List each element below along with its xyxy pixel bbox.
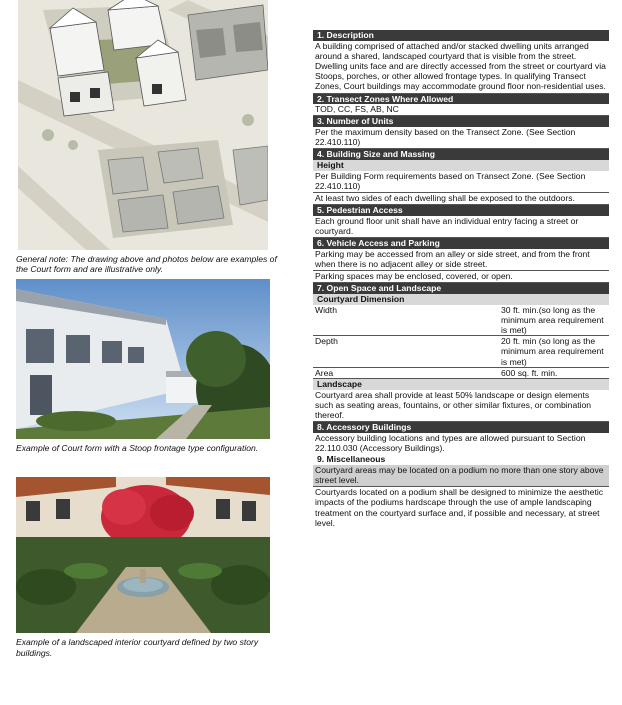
section-5-text: Each ground floor unit shall have an individual entry facing a street or courtyard. xyxy=(313,216,609,238)
section-9-header: 9. Miscellaneous xyxy=(317,454,386,465)
courtyard-photo-svg xyxy=(16,477,270,633)
section-1-text: A building comprised of attached and/or stacked dwelling units arranged around a shared, landscaped courtyard that is visible from the street. Dwelling units face and are directly accessed from the street or courtyard via Stoops, porches, or other allowed frontage types. In qualifying Transect Zones, Court buildings may accommodate ground floor non-residential uses. xyxy=(313,41,609,94)
dimension-value: 30 ft. min.(so long as the minimum area requirement is met) xyxy=(501,304,604,335)
section-9-text-1: Courtyard areas may be located on a podium no more than one story above street level. xyxy=(313,465,609,487)
section-8-text: Accessory building locations and types are allowed pursuant to Section 22.110.030 (Accessory Buildings). xyxy=(315,432,586,454)
dimension-label: Width xyxy=(315,304,337,315)
section-6-text-2: Parking spaces may be enclosed, covered, or open. xyxy=(313,271,609,283)
section-4-header: 4. Building Size and Massing xyxy=(313,149,609,160)
section-2-text: TOD, CC, FS, AB, NC xyxy=(313,104,609,116)
dimension-label: Depth xyxy=(315,336,338,347)
section-9-text-2: Courtyards located on a podium shall be designed to minimize the aesthetic impacts of the podiums hardscape through the use of ample landscaping treatment on the courtyard surface and, if possible and necessary, at street level. xyxy=(315,487,604,528)
section-7-text: Courtyard area shall provide at least 50% landscape or design elements such as seating areas, fountains, or other similar fixtures, or combination thereof. xyxy=(313,390,609,423)
axonometric-svg xyxy=(18,0,268,250)
section-3-header: 3. Number of Units xyxy=(313,116,609,127)
dimension-value: 600 sq. ft. min. xyxy=(501,367,558,378)
general-note: General note: The drawing above and photos below are examples of the Court form and are illustrative only. xyxy=(16,254,277,275)
section-6-header: 6. Vehicle Access and Parking xyxy=(313,238,609,249)
section-6-text-1: Parking may be accessed from an alley or side street, and from the front when there is no adjacent alley or side street. xyxy=(313,249,609,271)
section-1-header: 1. Description xyxy=(313,30,609,41)
height-subheader: Height xyxy=(313,160,609,171)
dimension-row xyxy=(313,336,609,368)
left-column xyxy=(16,0,278,658)
court-stoop-photo xyxy=(16,279,270,439)
section-3-text: Per the maximum density based on the Transect Zone. (See Section 22.410.110) xyxy=(313,127,609,149)
courtyard-photo xyxy=(16,477,270,633)
section-5-header: 5. Pedestrian Access xyxy=(313,205,609,216)
dimension-row xyxy=(313,305,609,337)
courtyard-dimension-subheader: Courtyard Dimension xyxy=(313,294,609,305)
dimension-value: 20 ft. min (so long as the minimum area requirement is met) xyxy=(501,336,604,367)
section-4-text-1: Per Building Form requirements based on Transect Zone. (See Section 22.410.110) xyxy=(313,171,609,193)
section-7-header: 7. Open Space and Landscape xyxy=(313,283,609,294)
standards-table xyxy=(313,30,609,529)
dimension-label: Area xyxy=(315,367,334,378)
caption-courtyard: Example of a landscaped interior courtyard defined by two story buildings. xyxy=(16,637,259,658)
landscape-subheader: Landscape xyxy=(313,379,609,390)
caption-stoop: Example of Court form with a Stoop frontage type configuration. xyxy=(16,442,259,453)
section-2-header: 2. Transect Zones Where Allowed xyxy=(313,94,609,105)
court-axonometric-drawing xyxy=(18,0,268,250)
section-8-header: 8. Accessory Buildings xyxy=(313,422,609,433)
section-4-text-2: At least two sides of each dwelling shall be exposed to the outdoors. xyxy=(313,193,609,205)
dimension-row xyxy=(313,368,609,379)
stoop-photo-svg xyxy=(16,279,270,439)
